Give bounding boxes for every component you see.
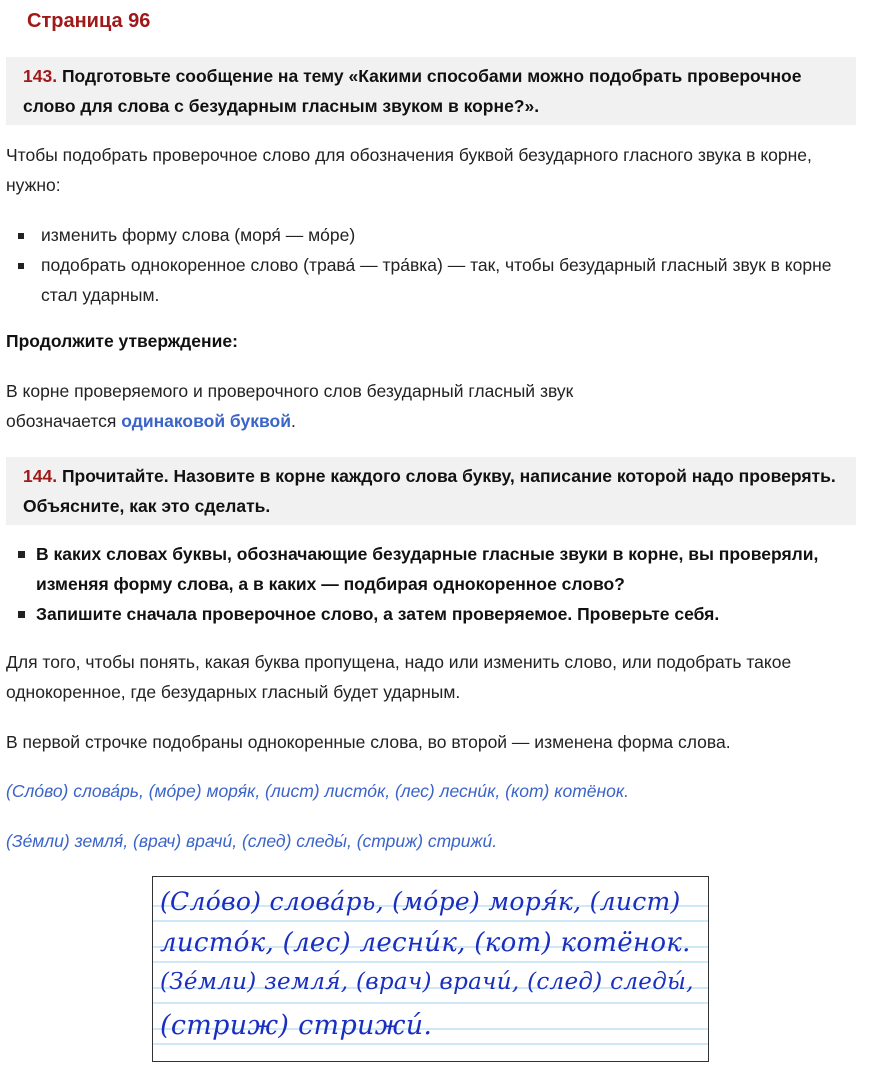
answer-143-intro: Чтобы подобрать проверочное слово для обозначения буквой безударного гласного звука в корне, нужно: [6, 145, 812, 195]
task-143-text: Подготовьте сообщение на тему «Какими способами можно подобрать проверочное слово для слова с безударным гласным звуком в корне?». [23, 66, 802, 116]
page-title: Страница 96 [27, 10, 151, 32]
list-item: подобрать однокоренное слово (трава́ — тра́вка) — так, чтобы безударный гласный звук в корне стал ударным. [6, 250, 866, 310]
task-143-box [6, 57, 856, 125]
handwritten-line: (Зе́мли) земля́, (врач) врачи́, (след) следы́, [160, 969, 694, 995]
list-item: изменить форму слова (моря́ — мо́ре) [6, 220, 866, 250]
answer-143-statement [6, 376, 646, 436]
continue-label: Продолжите утверждение: [6, 331, 238, 351]
task-143-number: 143. [23, 66, 58, 86]
task-144-bullet-list [6, 539, 866, 629]
list-item: Запишите сначала проверочное слово, а затем проверяемое. Проверьте себя. [6, 599, 866, 629]
handwritten-line: (Сло́во) слова́рь, (мо́ре) моря́к, (лист) [160, 887, 681, 916]
answer-144-para1: Для того, чтобы понять, какая буква пропущена, надо или изменить слово, или подобрать такое однокоренное, где безударных гласный будет ударным. [6, 652, 792, 702]
handwritten-notebook-image [152, 876, 709, 1062]
handwritten-line: (стриж) стрижи́. [160, 1010, 433, 1041]
task-144-number: 144. [23, 466, 58, 486]
statement-end: . [290, 411, 296, 431]
handwritten-line: листо́к, (лес) лесни́к, (кот) котёнок. [160, 928, 691, 958]
answer-144-line1: (Сло́во) слова́рь, (мо́ре) моря́к, (лист) листо́к, (лес) лесни́к, (кот) котёнок. [6, 781, 630, 801]
answer-143-bullet-list [6, 220, 866, 310]
answer-144-line2: (Зе́мли) земля́, (врач) врачи́, (след) следы́, (стриж) стрижи́. [6, 831, 498, 851]
list-item: В каких словах буквы, обозначающие безударные гласные звуки в корне, вы проверяли, изменяя форму слова, а в каких — подбирая однокоренное слово? [6, 539, 866, 599]
statement-text: В корне проверяемого и проверочного слов безударный гласный звук обозначается [6, 381, 574, 431]
answer-144-para2: В первой строчке подобраны однокоренные слова, во второй — изменена форма слова. [6, 732, 731, 752]
task-144-text: Прочитайте. Назовите в корне каждого слова букву, написание которой надо проверять. Объясните, как это сделать. [23, 466, 836, 516]
task-144-box [6, 457, 856, 525]
statement-highlight: одинаковой буквой [121, 411, 291, 431]
